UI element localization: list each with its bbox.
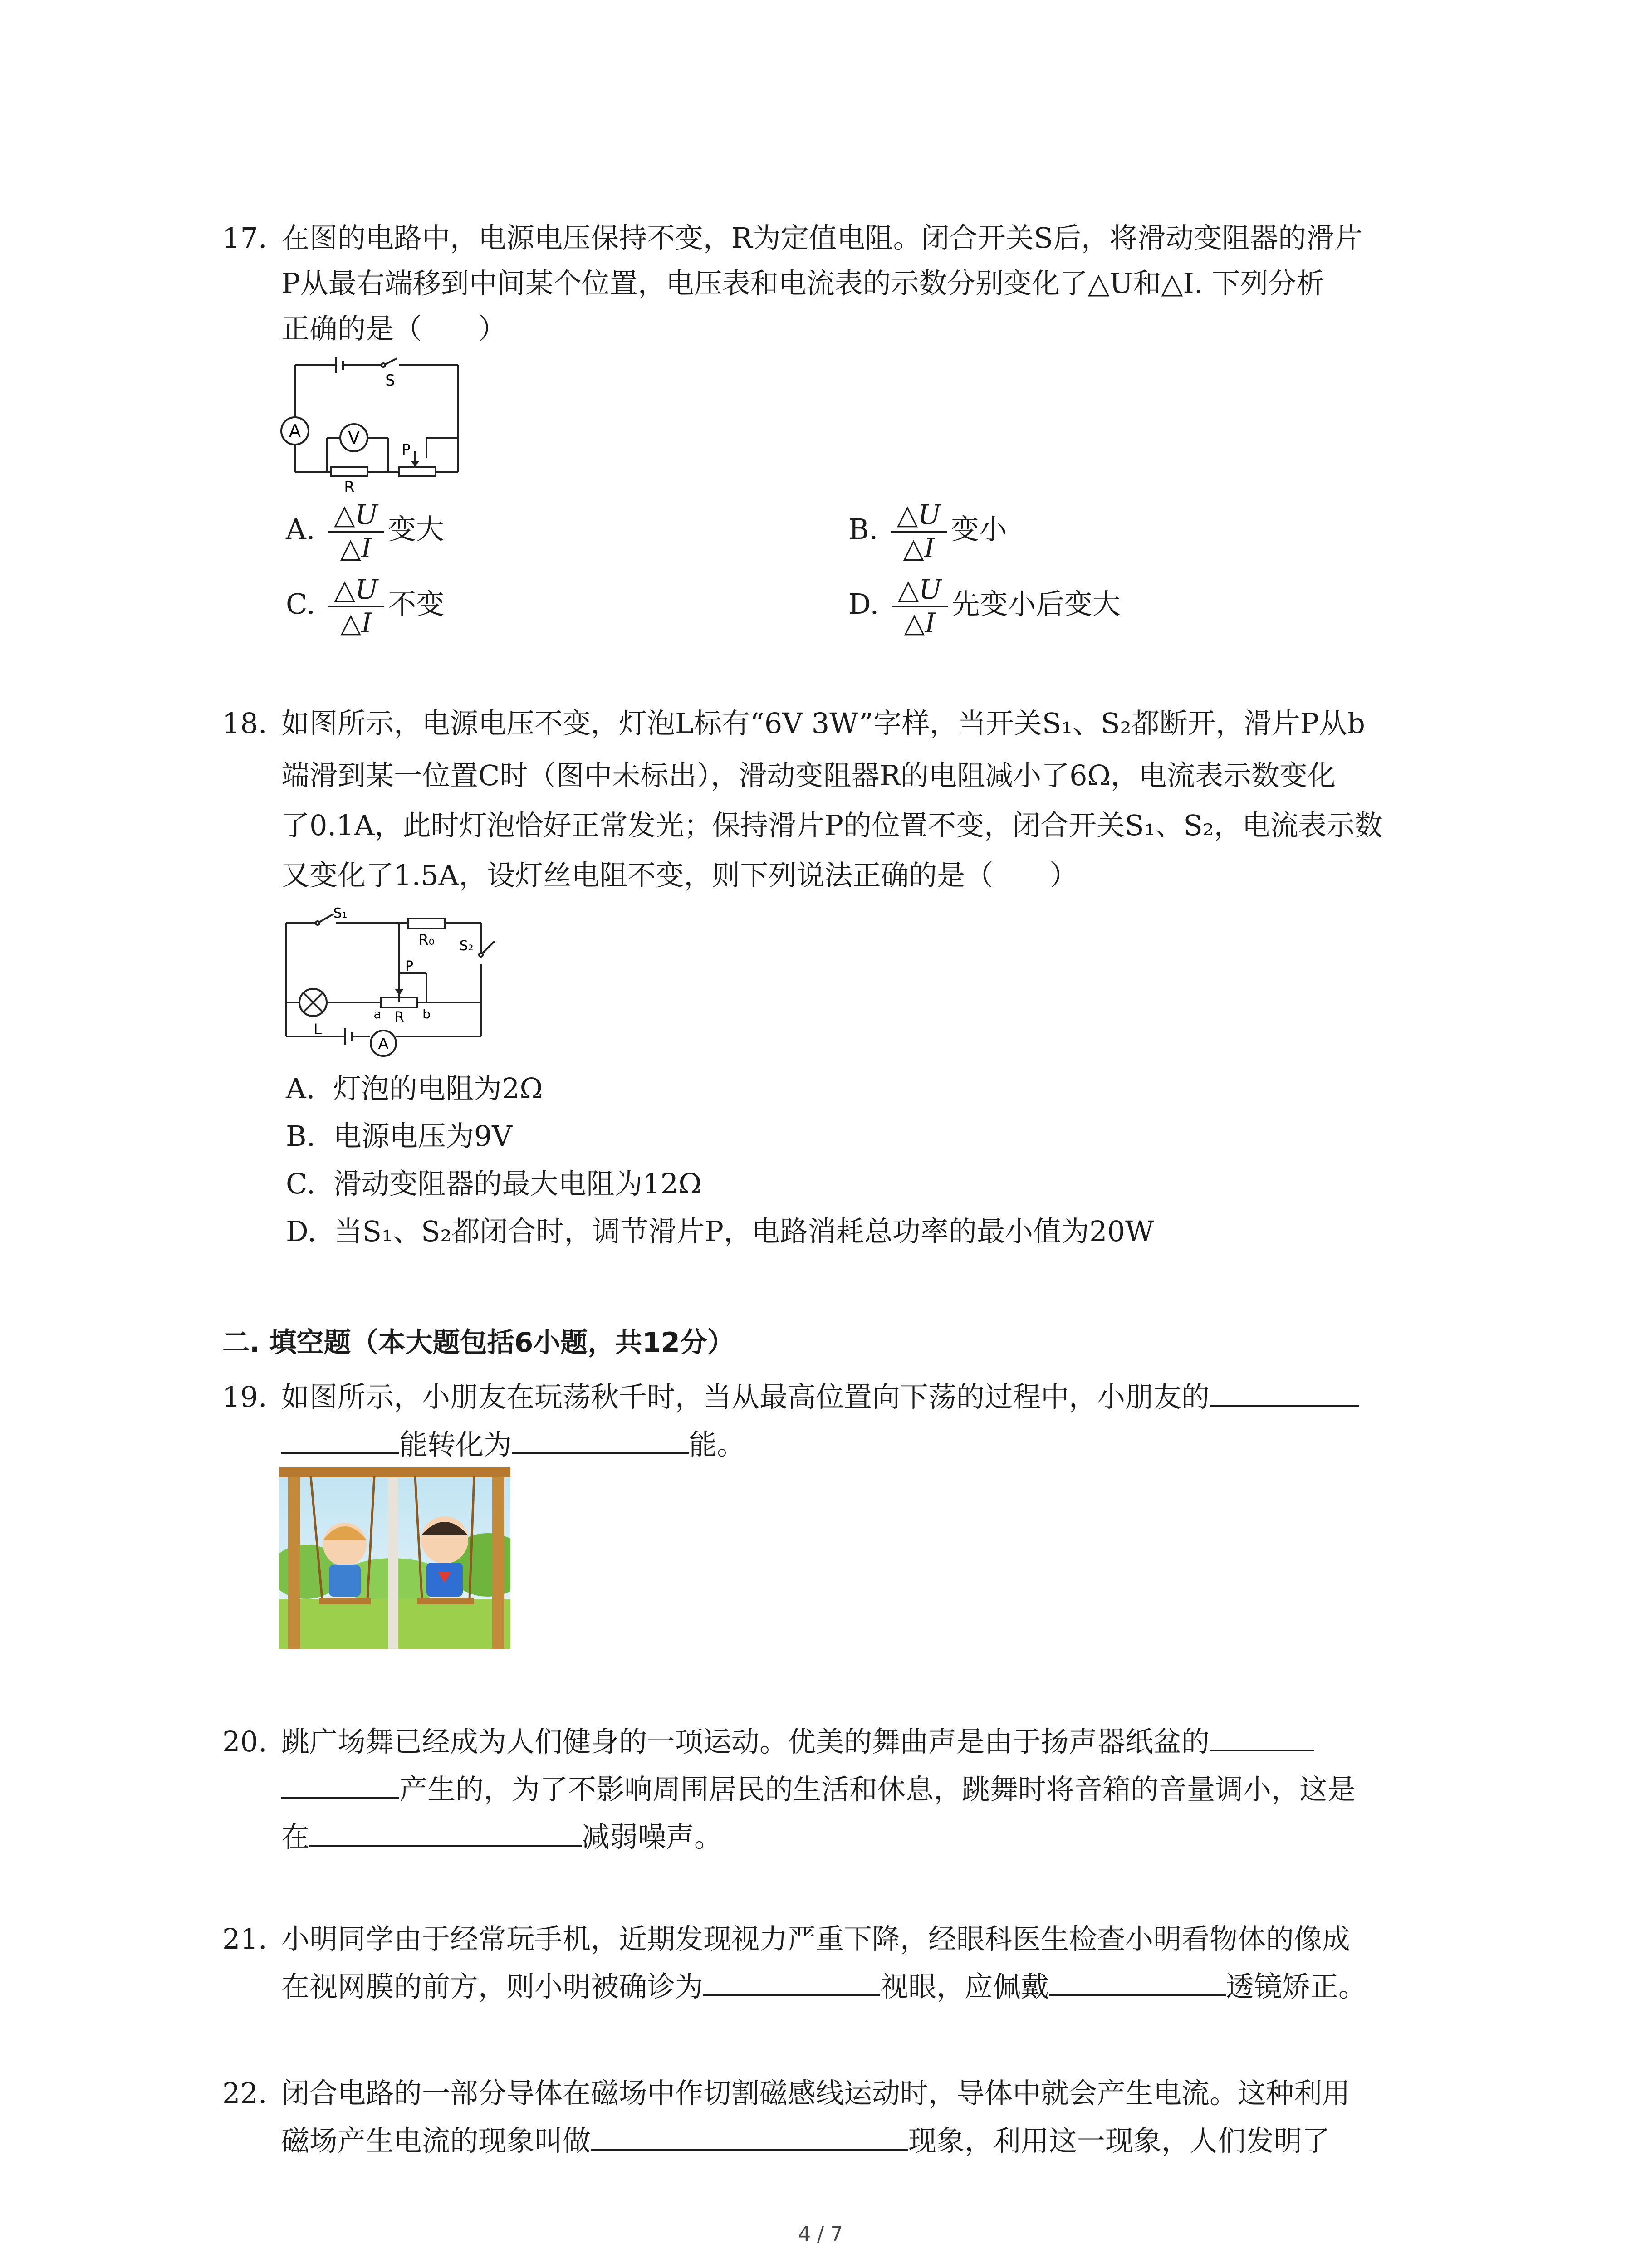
circuit-diagram-17 <box>277 354 476 494</box>
lamp-label: L <box>314 1021 322 1038</box>
question-text-line: 磁场产生电流的现象叫做 现象，利用这一现象，人们发明了 <box>281 2118 1330 2164</box>
question-text-line: 产生的，为了不影响周围居民的生活和休息，跳舞时将音箱的音量调小，这是 <box>281 1767 1356 1812</box>
resistor-label: R <box>344 478 355 494</box>
option-a: A. 灯泡的电阻为2Ω <box>286 1072 543 1105</box>
option-text: 不变 <box>388 587 445 621</box>
option-text: 变小 <box>950 513 1007 546</box>
option-b <box>848 499 1007 564</box>
ammeter-label: A <box>289 421 301 441</box>
section-title: 二. 填空题（本大题包括6小题，共12分） <box>222 1327 735 1359</box>
rheostat-label: R <box>394 1008 405 1026</box>
question-text-line: 正确的是（ ） <box>281 312 507 345</box>
question-number: 17. <box>222 221 267 254</box>
switch-label: S <box>385 371 395 390</box>
option-c: C. 滑动变阻器的最大电阻为12Ω <box>286 1167 702 1200</box>
question-text-line: 端滑到某一位置C时（图中未标出），滑动变阻器R的电阻减小了6Ω，电流表示数变化 <box>281 759 1336 792</box>
question-number: 18. <box>222 707 267 740</box>
answer-blank[interactable] <box>281 1770 399 1799</box>
question-text-line: 在 减弱噪声。 <box>281 1814 722 1860</box>
question-number: 22. <box>222 2077 267 2110</box>
answer-blank[interactable] <box>1210 1378 1359 1407</box>
answer-blank[interactable] <box>1049 1967 1226 1996</box>
voltmeter-label: V <box>348 428 360 448</box>
option-text: 变大 <box>387 513 444 546</box>
question-text-line: 能转化为 能。 <box>281 1422 745 1467</box>
fraction: $\frac{\triangle U}{\triangle I}$ <box>328 574 385 639</box>
r0-label: R₀ <box>418 931 435 948</box>
answer-blank[interactable] <box>281 1425 399 1454</box>
answer-blank[interactable] <box>591 2121 908 2151</box>
question-number: 19. <box>222 1380 267 1413</box>
question-text-line: 在视网膜的前方，则小明被确诊为 视眼，应佩戴 透镜矫正。 <box>281 1964 1367 2009</box>
answer-blank[interactable] <box>512 1425 689 1454</box>
question-text-line: 跳广场舞已经成为人们健身的一项运动。优美的舞曲声是由于扬声器纸盆的 <box>281 1719 1314 1765</box>
fraction: $\frac{\triangle U}{\triangle I}$ <box>892 574 948 639</box>
option-b: B. 电源电压为9V <box>286 1119 512 1153</box>
fraction: $\frac{\triangle U}{\triangle I}$ <box>328 499 384 564</box>
swing-illustration <box>279 1467 510 1649</box>
option-text: 先变小后变大 <box>951 587 1121 621</box>
question-number: 20. <box>222 1725 267 1758</box>
question-text-line: 又变化了1.5A，设灯丝电阻不变，则下列说法正确的是（ ） <box>281 859 1078 892</box>
question-text-line: 如图所示，小朋友在玩荡秋千时，当从最高位置向下荡的过程中，小朋友的 <box>281 1374 1359 1420</box>
option-label: C. <box>286 587 315 621</box>
question-text-line: 了0.1A，此时灯泡恰好正常发光；保持滑片P的位置不变，闭合开关S₁、S₂，电流表示数 <box>281 809 1383 842</box>
end-a-label: a <box>373 1007 382 1022</box>
option-label: D. <box>848 587 879 621</box>
slider-label: P <box>402 441 411 458</box>
option-d: D. 当S₁、S₂都闭合时，调节滑片P，电路消耗总功率的最小值为20W <box>286 1215 1154 1248</box>
switch-s1-label: S₁ <box>333 905 348 921</box>
answer-blank[interactable] <box>1210 1722 1314 1751</box>
slider-label: P <box>405 958 414 974</box>
question-text-line: 闭合电路的一部分导体在磁场中作切割磁感线运动时，导体中就会产生电流。这种利用 <box>281 2077 1351 2110</box>
answer-blank[interactable] <box>703 1967 880 1996</box>
fraction: $\frac{\triangle U}{\triangle I}$ <box>891 499 947 564</box>
switch-s2-label: S₂ <box>459 938 474 954</box>
question-text-line: 如图所示，电源电压不变，灯泡L标有“6V 3W”字样，当开关S₁、S₂都断开，滑片P从b <box>281 707 1365 740</box>
question-text-line: 在图的电路中，电源电压保持不变，R为定值电阻。闭合开关S后，将滑动变阻器的滑片 <box>281 221 1363 254</box>
option-a <box>286 499 444 564</box>
option-label: B. <box>848 513 878 546</box>
question-number: 21. <box>222 1922 267 1955</box>
option-c <box>286 574 444 639</box>
question-text-line: P从最右端移到中间某个位置，电压表和电流表的示数分别变化了△U和△I. 下列分析 <box>281 267 1325 300</box>
ammeter-label: A <box>378 1035 389 1053</box>
answer-blank[interactable] <box>309 1818 582 1847</box>
circuit-diagram-18 <box>277 900 531 1073</box>
question-text-line: 小明同学由于经常玩手机，近期发现视力严重下降，经眼科医生检查小明看物体的像成 <box>281 1922 1351 1955</box>
option-label: A. <box>286 513 315 546</box>
end-b-label: b <box>422 1007 431 1022</box>
option-d <box>848 574 1121 639</box>
page-number: 4 / 7 <box>798 2223 843 2246</box>
